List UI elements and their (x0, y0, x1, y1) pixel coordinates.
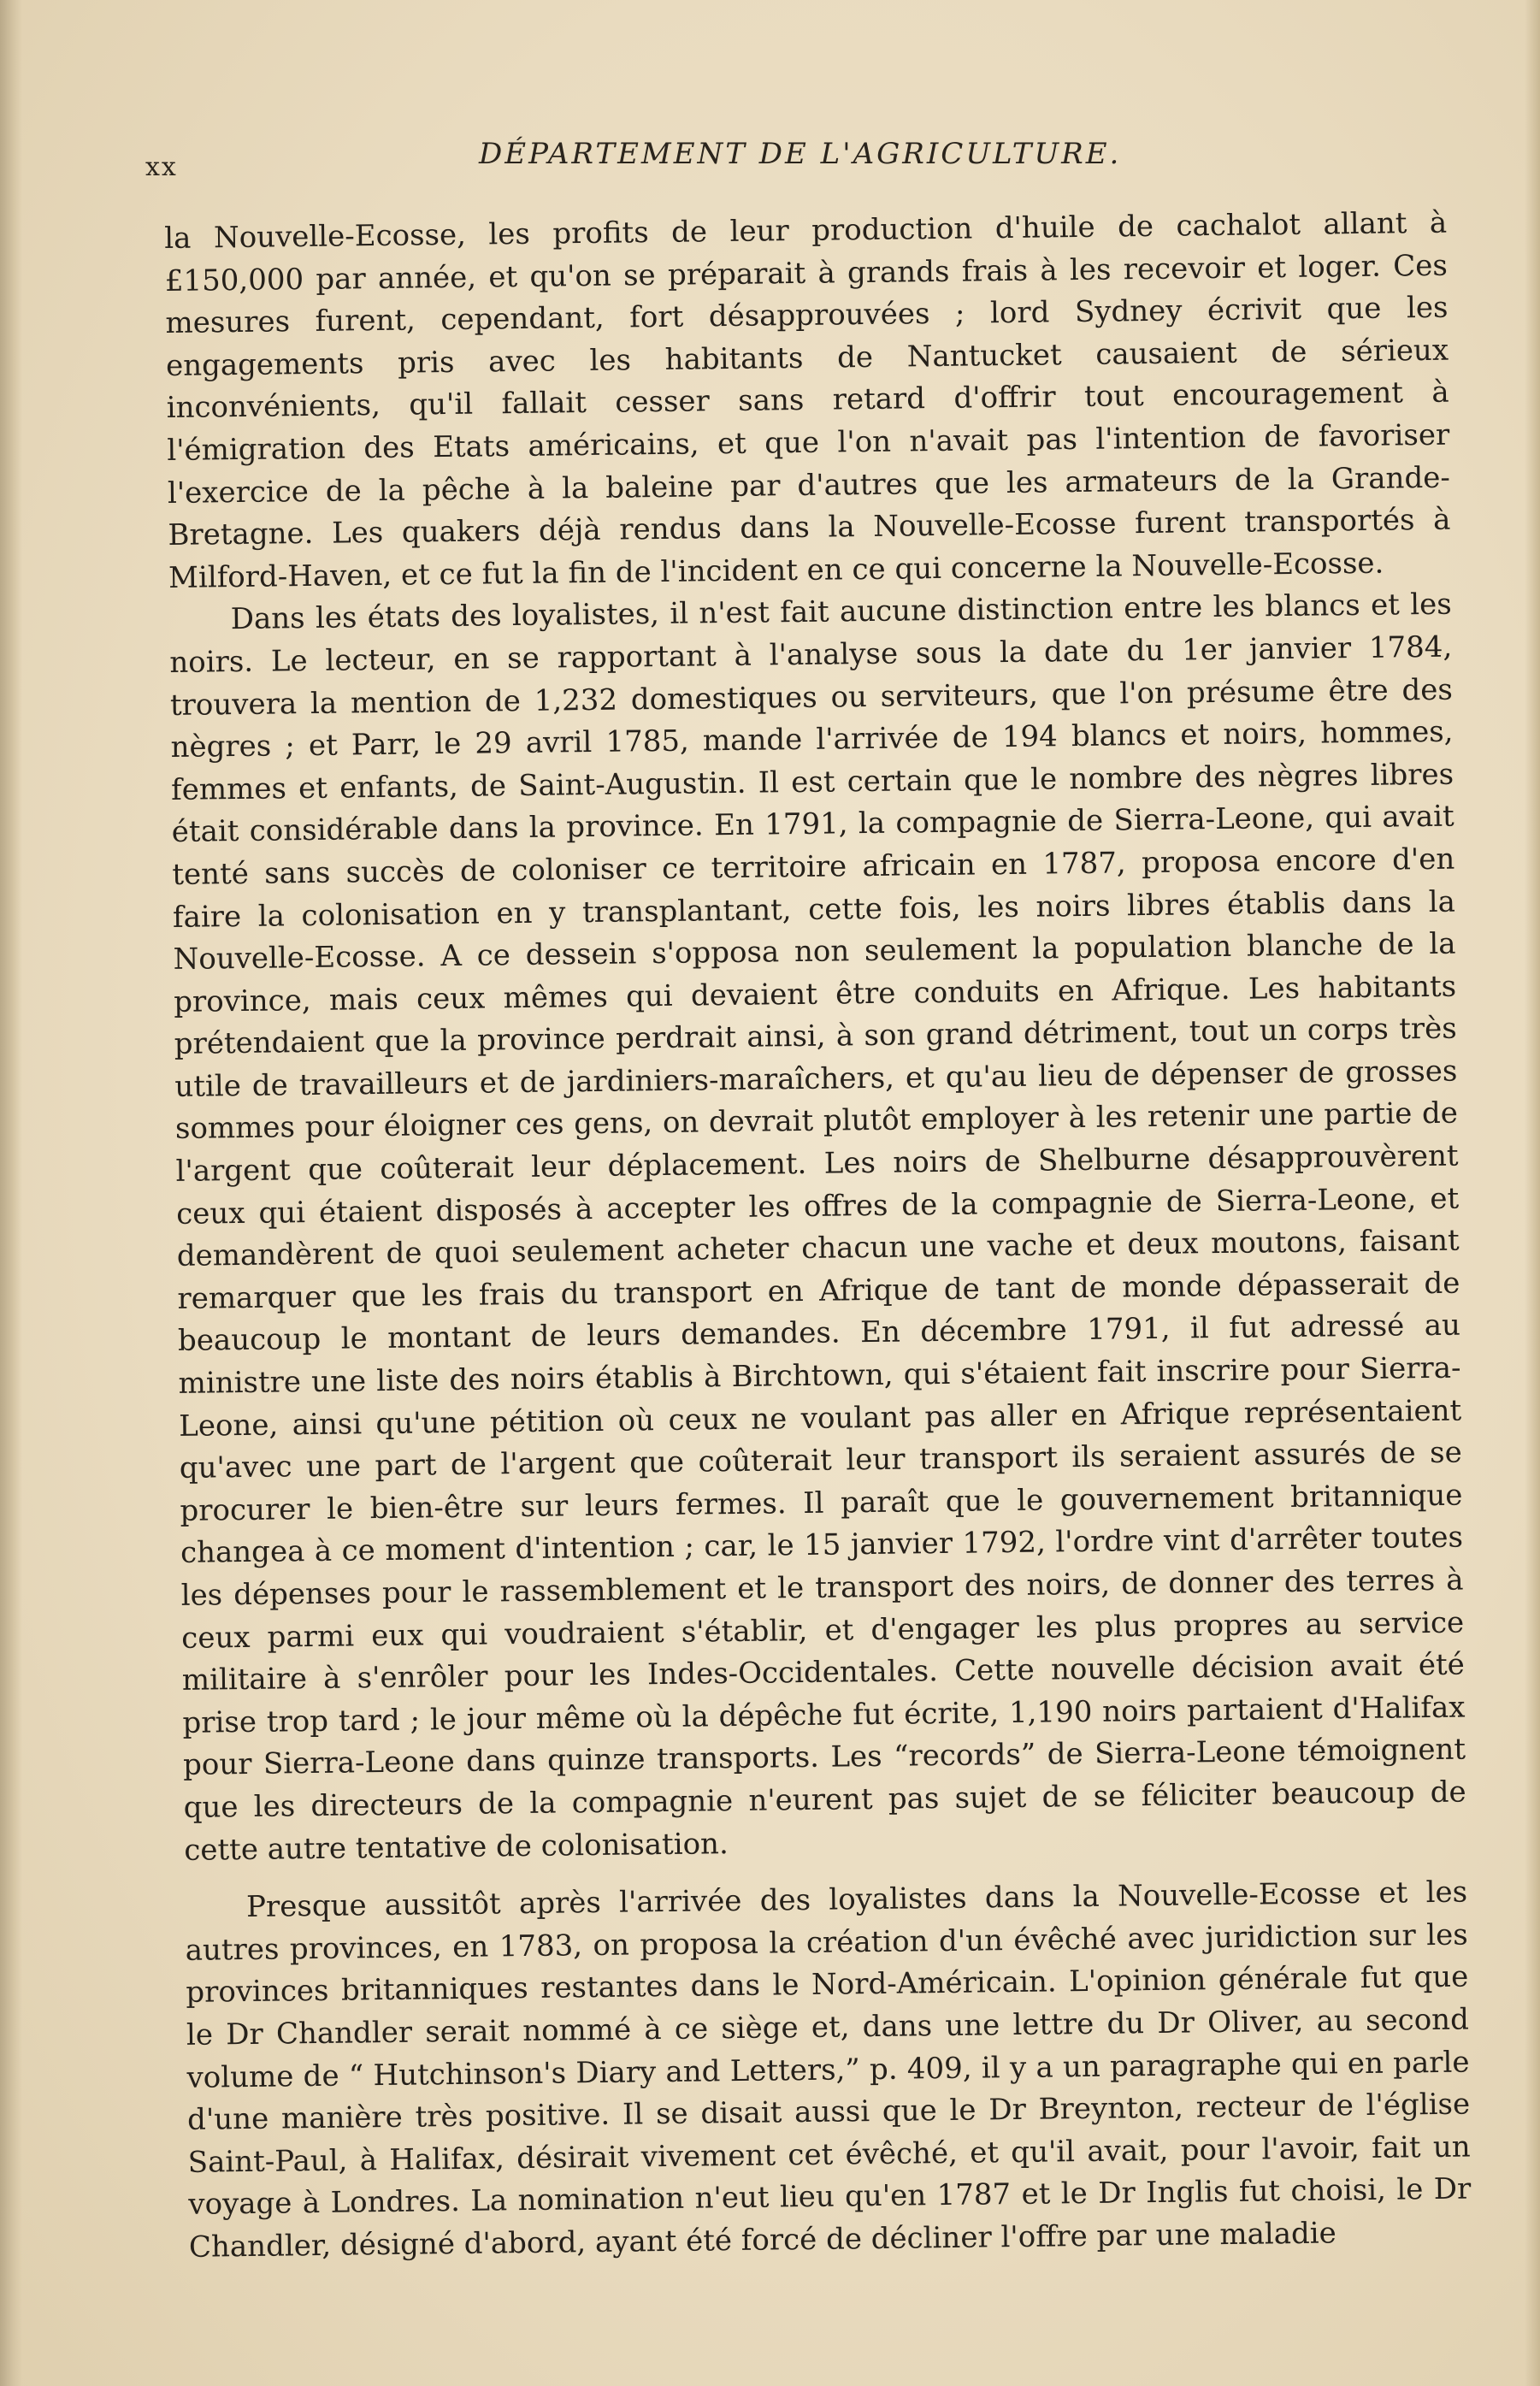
page-header (145, 137, 1462, 180)
page-edge-shadow (1525, 0, 1540, 2386)
paragraph-1: la Nouvelle-Ecosse, les profits de leur production d'huile de cachalot allant à £150,000 par année, et qu'on se préparait à grands frais à les recevoir et loger. Ces mesures furent, cependant, fort désapprouvées ; lord Sydney écrivit que les engagements pris avec les habitants de Nantucket causaient de sérieux inconvénients, qu'il fallait cesser sans retard d'offrir tout encouragement à l'émigration des Etats américains, et que l'on n'avait pas l'intention de favoriser l'exercice de la pêche à la baleine par d'autres que les armateurs de la Grande-Bretagne. Les quakers déjà rendus dans la Nouvelle-Ecosse furent transportés à Milford-Haven, et ce fut la fin de l'incident en ce qui concerne la Nouvelle-Ecosse. (164, 205, 1451, 595)
page-gutter-shadow (0, 0, 22, 2386)
body-text (164, 203, 1472, 2270)
running-head: DÉPARTEMENT DE L'AGRICULTURE. (479, 137, 1122, 171)
paragraph-2: Dans les états des loyalistes, il n'est fait aucune distinction entre les blancs et les noirs. Le lecteur, en se rapportant à l'analyse sous la date du 1er janvier 1784, trouvera la mention de 1,232 domestiques ou serviteurs, que l'on présume être des nègres ; et Parr, le 29 avril 1785, mande l'arrivée de 194 blancs et noirs, hommes, femmes et enfants, de Saint-Augustin. Il est certain que le nombre des nègres libres était considérable dans la province. En 1791, la compagnie de Sierra-Leone, qui avait tenté sans succès de coloniser ce territoire africain en 1787, proposa encore d'en faire la colonisation en y transplantant, cette fois, les noirs libres établis dans la Nouvelle-Ecosse. A ce dessein s'opposa non seulement la population blanche de la province, mais ceux mêmes qui devaient être conduits en Afrique. Les habitants prétendaient que la province perdrait ainsi, à son grand détriment, tout un corps très utile de travailleurs et de jardiniers-maraîchers, et qu'au lieu de dépenser de grosses sommes pour éloigner ces gens, on devrait plutôt employer à les retenir une partie de l'argent que coûterait leur déplacement. Les noirs de Shelburne désapprouvèrent ceux qui étaient disposés à accepter les offres de la compagnie de Sierra-Leone, et demandèrent de quoi seulement acheter chacun une vache et deux moutons, faisant remarquer que les frais du transport en Afrique de tant de monde dépasserait de beaucoup le montant de leurs demandes. En décembre 1791, il fut adressé au ministre une liste des noirs établis à Birchtown, qui s'étaient fait inscrire pour Sierra-Leone, ainsi qu'une pétition où ceux ne voulant pas aller en Afrique représentaient qu'avec une part de l'argent que coûterait leur transport ils seraient assurés de se procurer le bien-être sur leurs fermes. Il paraît que le gouvernement britannique changea à ce moment d'intention ; car, le 15 janvier 1792, l'ordre vint d'arrêter toutes les dépenses pour le rassemblement et le transport des noirs, de donner des terres à ceux parmi eux qui voudraient s'établir, et d'engager les plus propres au service militaire à s'enrôler pour les Indes-Occidentales. Cette nouvelle décision avait été prise trop tard ; le jour même où la dépêche fut écrite, 1,190 noirs partaient d'Halifax pour Sierra-Leone dans quinze transports. Les “records” de Sierra-Leone témoignent que les directeurs de la compagnie n'eurent pas sujet de se féliciter beaucoup de cette autre tentative de colonisation. (169, 587, 1466, 1868)
paragraph-3: Presque aussitôt après l'arrivée des loyalistes dans la Nouvelle-Ecosse et les autres provinces, en 1783, on proposa la création d'un évêché avec juridiction sur les provinces britanniques restantes dans le Nord-Américain. L'opinion générale fut que le Dr Chandler serait nommé à ce siège et, dans une lettre du Dr Oliver, au second volume de “ Hutchinson's Diary and Letters,” p. 409, il y a un paragraphe qui en parle d'une manière très positive. Il se disait aussi que le Dr Breynton, recteur de l'église Saint-Paul, à Halifax, désirait vivement cet évêché, et qu'il avait, pour l'avoir, fait un voyage à Londres. La nomination n'eut lieu qu'en 1787 et le Dr Inglis fut choisi, le Dr Chandler, désigné d'abord, ayant été forcé de décliner l'offre par une maladie (185, 1875, 1472, 2265)
page-number: xx (145, 152, 178, 182)
